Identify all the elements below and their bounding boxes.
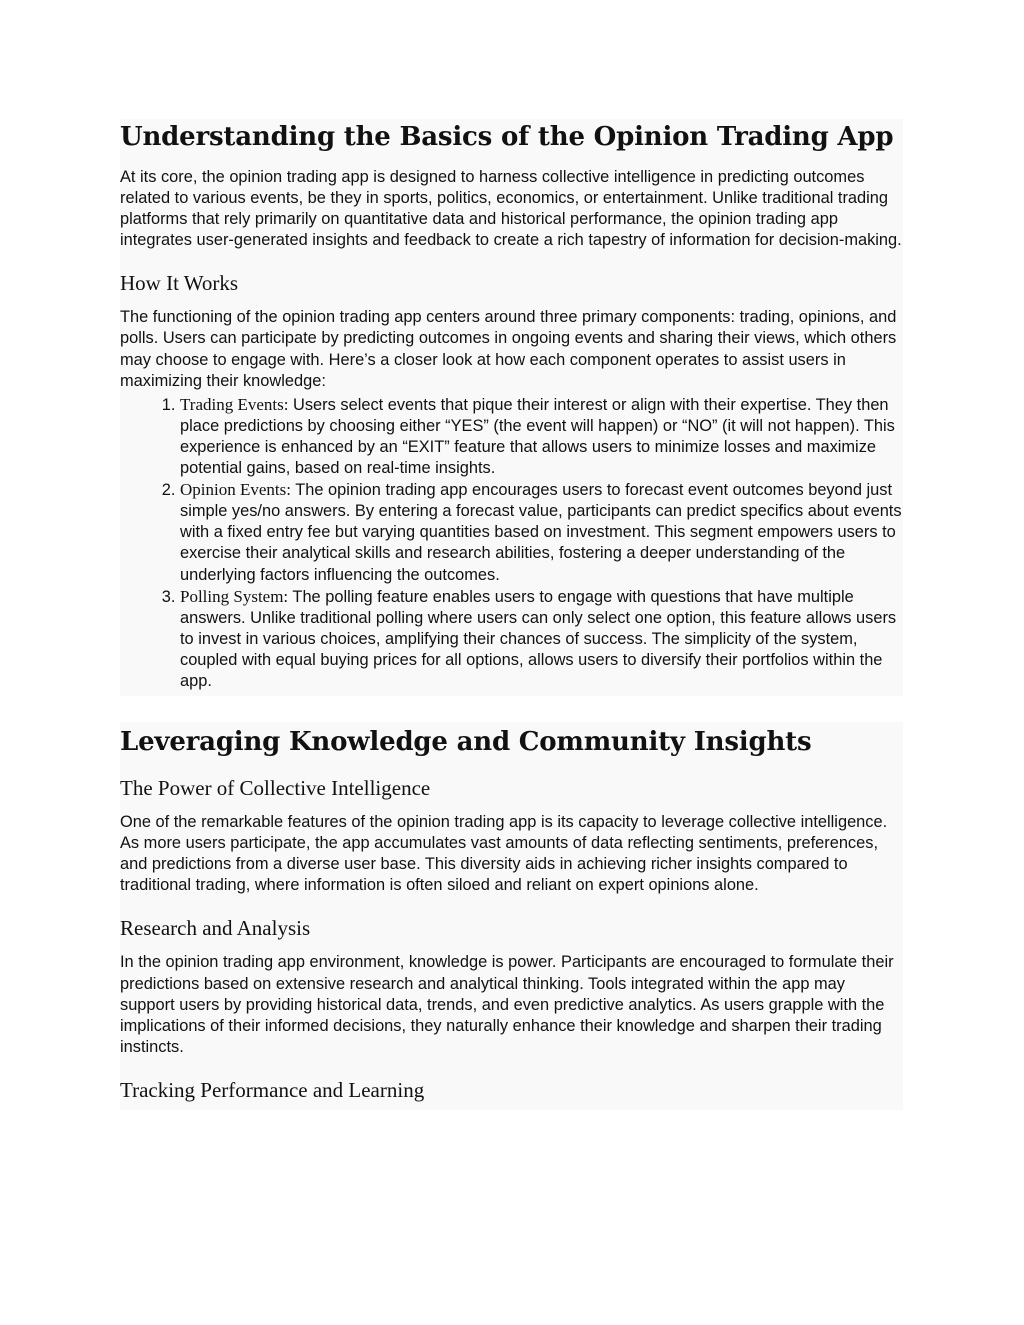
article [120,119,903,1110]
research-analysis-paragraph: In the opinion trading app environment, knowledge is power. Participants are encouraged to formulate their predictions based on extensive research and analytical thinking. Tools integrated within the app may support users by providing historical data, trends, and even predictive analytics. As users grapple with the implications of their informed decisions, they naturally enhance their knowledge and sharpen their trading instincts. [120,953,894,1056]
section-knowledge [120,722,903,1110]
list-item [180,586,903,692]
list-item-term: Opinion Events: [180,480,291,500]
section-title-basics: Understanding the Basics of the Opinion Trading App [120,122,894,152]
list-item-text: The polling feature enables users to engage with questions that have multiple answers. Unlike traditional polling where users can only select one option, this feature allows users to invest in various choices, amplifying their chances of success. The simplicity of the system, coupled with equal buying prices for all options, allows users to diversify their portfolios within the app. [180,587,897,690]
list-item-term: Trading Events: [180,394,289,414]
intro-paragraph: At its core, the opinion trading app is designed to harness collective intelligence in predicting outcomes related to various events, be they in sports, politics, economics, or entertainment. Unlike traditional trading platforms that rely primarily on quantitative data and historical performance, the opinion trading app integrates user-generated insights and feedback to create a rich tapestry of information for decision-making. [120,168,902,250]
section-basics [120,119,903,696]
components-list [120,394,903,696]
section-gap [0,696,1024,722]
list-item-term: Polling System: [180,586,289,606]
heading-research-analysis: Research and Analysis [120,916,311,941]
list-item-text: The opinion trading app encourages users to forecast event outcomes beyond just simple yes/no answers. By entering a forecast value, participants can predict specifics about events with a fixed entry fee but varying quantities based on investment. This segment empowers users to exercise their analytical skills and research abilities, fostering a deeper understanding of the underlying factors influencing the outcomes. [180,481,902,584]
heading-tracking-performance: Tracking Performance and Learning [120,1077,425,1102]
list-item-text: Users select events that pique their interest or align with their expertise. They then place predictions by choosing either “YES” (the event will happen) or “NO” (it will not happen). This experience is enhanced by an “EXIT” feature that allows users to minimize losses and maximize potential gains, based on real-time insights. [180,395,895,478]
list-item [180,394,903,479]
heading-how-it-works: How It Works [120,271,239,296]
section-title-knowledge: Leveraging Knowledge and Community Insights [120,727,812,758]
collective-intelligence-paragraph: One of the remarkable features of the opinion trading app is its capacity to leverage collective intelligence. As more users participate, the app accumulates vast amounts of data reflecting sentiments, preferences, and predictions from a diverse user base. This diversity aids in achieving richer insights compared to traditional trading, where information is often siloed and reliant on expert opinions alone. [120,813,888,895]
list-item [180,479,903,585]
how-it-works-paragraph: The functioning of the opinion trading app centers around three primary components: trading, opinions, and polls. Users can participate by predicting outcomes in ongoing events and sharing their views, which others may choose to engage with. Here’s a closer look at how each component operates to assist users in maximizing their knowledge: [120,308,897,390]
heading-collective-intelligence: The Power of Collective Intelligence [120,776,431,801]
